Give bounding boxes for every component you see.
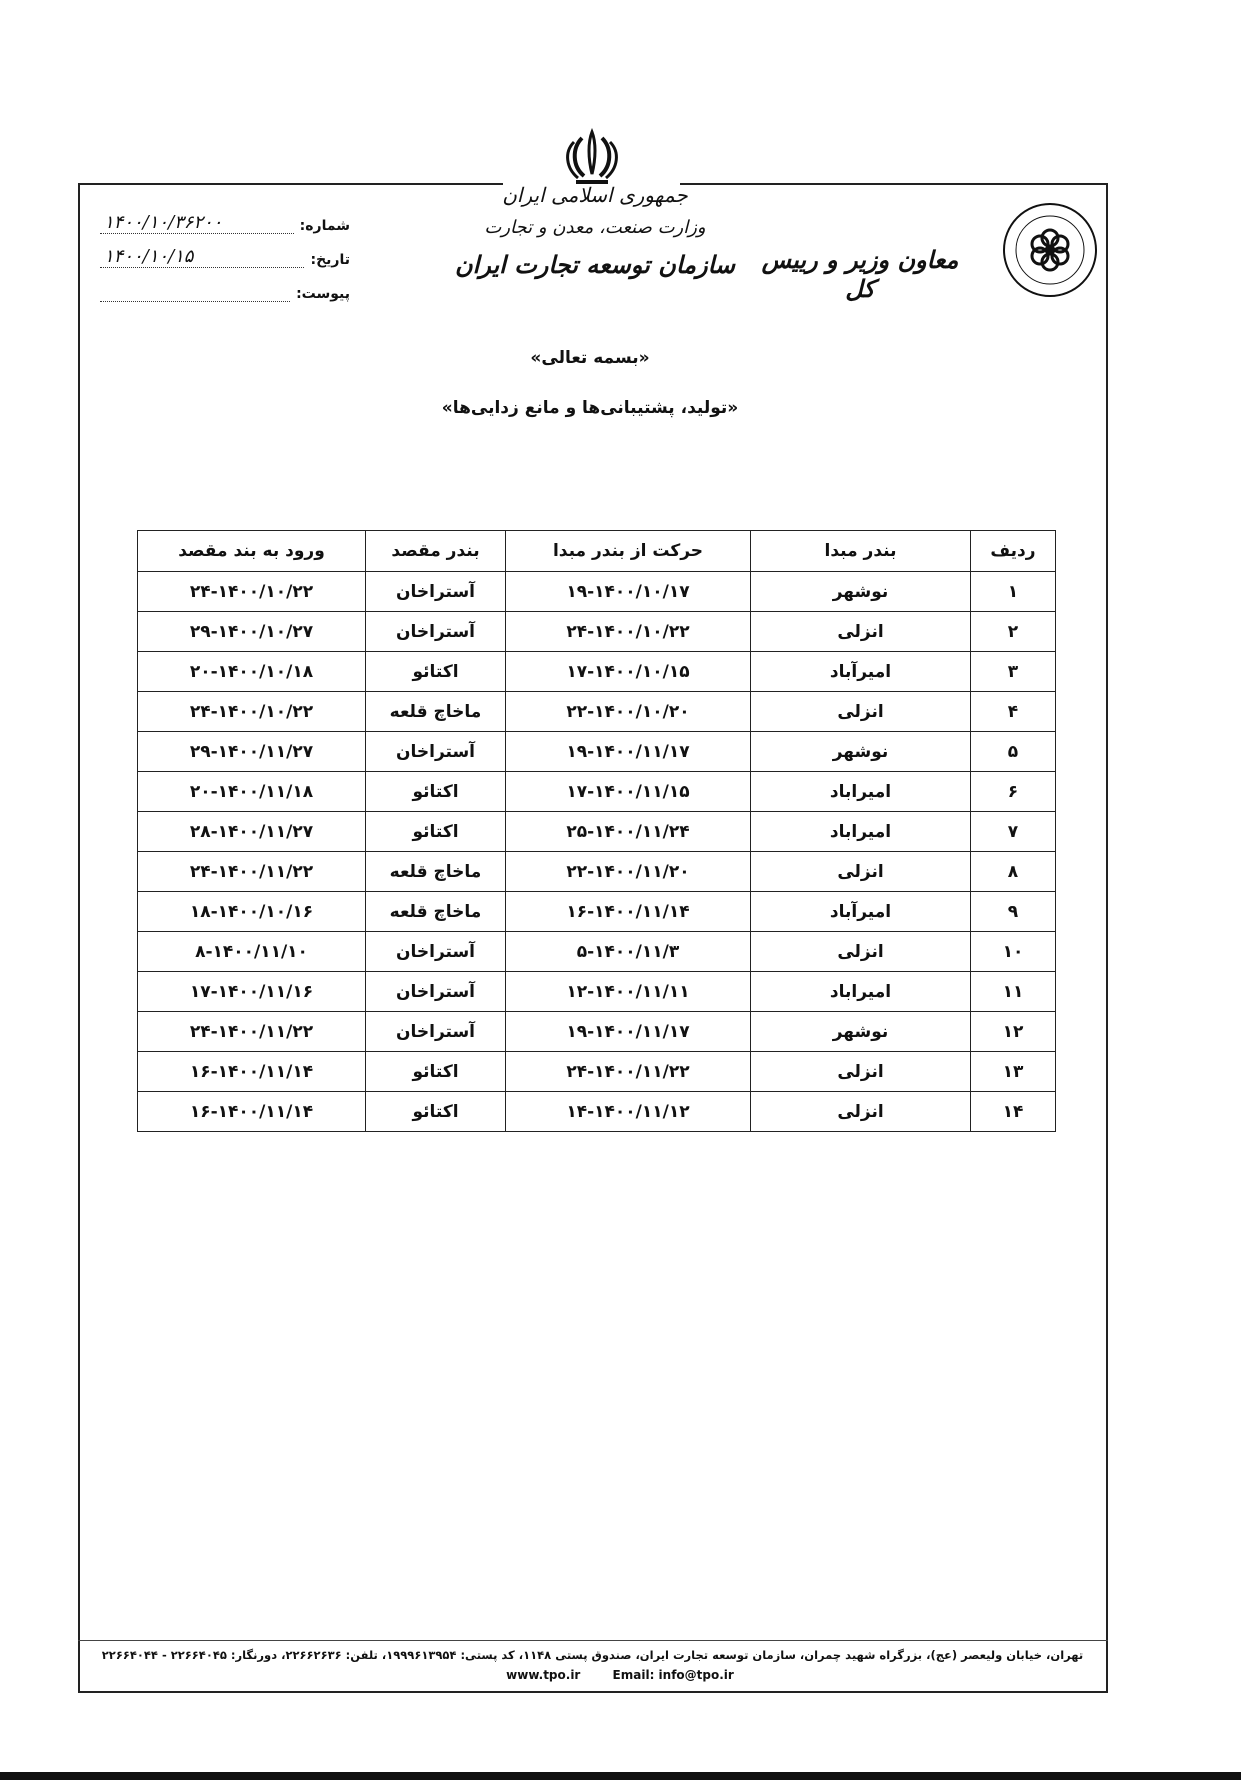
- bismillah: «بسمه تعالی»: [530, 348, 650, 368]
- cell-arrival: ۲۹-۱۴۰۰/۱۰/۲۷: [138, 612, 366, 652]
- cell-departure: ۱۴-۱۴۰۰/۱۱/۱۲: [506, 1092, 751, 1132]
- deputy-title: معاون وزیر و رییس کل: [761, 245, 959, 303]
- cell-destination: آستراخان: [366, 972, 506, 1012]
- table-row: [138, 652, 1056, 692]
- republic-title: جمهوری اسلامی ایران: [502, 183, 688, 207]
- header-arrival: ورود به بند مقصد: [138, 531, 366, 572]
- cell-row-number: ۴: [971, 692, 1056, 732]
- cell-row-number: ۱۴: [971, 1092, 1056, 1132]
- cell-departure: ۲۲-۱۴۰۰/۱۱/۲۰: [506, 852, 751, 892]
- number-value: ۱۴۰۰/۱۰/۳۶۲۰۰: [100, 212, 294, 234]
- cell-destination: اکتائو: [366, 812, 506, 852]
- shipping-schedule-table: [137, 530, 1056, 1132]
- cell-destination: ماخاچ قلعه: [366, 692, 506, 732]
- table-body: [138, 572, 1056, 1132]
- cell-arrival: ۲۴-۱۴۰۰/۱۰/۲۲: [138, 572, 366, 612]
- footer-address: تهران، خیابان ولیعصر (عج)، بزرگراه شهید چمران، سازمان توسعه تجارت ایران، صندوق پستی ۱۱۴۸، کد پستی: ۱۹۹۹۶۱۳۹۵۴، تلفن: ۲۲۶۶۲۶۳۶، دورنگار: ۲۲۶۶۴۰۴۵ - ۲۲۶۶۴۰۴۴: [101, 1648, 1084, 1662]
- number-label: شماره:: [299, 218, 350, 234]
- table-row: [138, 852, 1056, 892]
- cell-destination: اکتائو: [366, 1092, 506, 1132]
- header-row-number: ردیف: [971, 531, 1056, 572]
- table-row: [138, 572, 1056, 612]
- cell-departure: ۱۹-۱۴۰۰/۱۱/۱۷: [506, 1012, 751, 1052]
- cell-destination: آستراخان: [366, 732, 506, 772]
- cell-row-number: ۱: [971, 572, 1056, 612]
- cell-row-number: ۸: [971, 852, 1056, 892]
- cell-departure: ۱۷-۱۴۰۰/۱۱/۱۵: [506, 772, 751, 812]
- organization-title: سازمان توسعه تجارت ایران: [454, 250, 736, 279]
- cell-departure: ۱۶-۱۴۰۰/۱۱/۱۴: [506, 892, 751, 932]
- cell-origin: امیراباد: [751, 812, 971, 852]
- table-header-row: [138, 531, 1056, 572]
- table-row: [138, 692, 1056, 732]
- table-row: [138, 812, 1056, 852]
- cell-destination: اکتائو: [366, 652, 506, 692]
- cell-destination: آستراخان: [366, 1012, 506, 1052]
- footer-links: [440, 1668, 800, 1682]
- cell-arrival: ۱۶-۱۴۰۰/۱۱/۱۴: [138, 1092, 366, 1132]
- cell-destination: آستراخان: [366, 572, 506, 612]
- slogan: «تولید، پشتیبانی‌ها و مانع زدایی‌ها»: [441, 398, 739, 418]
- cell-departure: ۲۴-۱۴۰۰/۱۱/۲۲: [506, 1052, 751, 1092]
- cell-origin: انزلی: [751, 692, 971, 732]
- table-row: [138, 892, 1056, 932]
- header-departure: حرکت از بندر مبدا: [506, 531, 751, 572]
- cell-destination: آستراخان: [366, 932, 506, 972]
- table-row: [138, 972, 1056, 1012]
- table-row: [138, 1012, 1056, 1052]
- cell-destination: ماخاچ قلعه: [366, 892, 506, 932]
- cell-origin: امیرآباد: [751, 892, 971, 932]
- cell-row-number: ۲: [971, 612, 1056, 652]
- table-row: [138, 732, 1056, 772]
- meta-attachment-row: [100, 268, 350, 302]
- cell-row-number: ۱۰: [971, 932, 1056, 972]
- footer-website-link[interactable]: www.tpo.ir: [506, 1668, 581, 1682]
- header-destination-port: بندر مقصد: [366, 531, 506, 572]
- ministry-title: وزارت صنعت، معدن و تجارت: [484, 217, 706, 238]
- meta-number-row: [100, 200, 350, 234]
- cell-arrival: ۱۸-۱۴۰۰/۱۰/۱۶: [138, 892, 366, 932]
- cell-arrival: ۱۶-۱۴۰۰/۱۱/۱۴: [138, 1052, 366, 1092]
- cell-arrival: ۲۴-۱۴۰۰/۱۱/۲۲: [138, 1012, 366, 1052]
- table-row: [138, 1052, 1056, 1092]
- cell-departure: ۱۹-۱۴۰۰/۱۱/۱۷: [506, 732, 751, 772]
- cell-origin: انزلی: [751, 852, 971, 892]
- cell-destination: اکتائو: [366, 772, 506, 812]
- cell-destination: ماخاچ قلعه: [366, 852, 506, 892]
- cell-destination: اکتائو: [366, 1052, 506, 1092]
- letterhead-titles: [430, 175, 760, 279]
- cell-departure: ۱۲-۱۴۰۰/۱۱/۱۱: [506, 972, 751, 1012]
- cell-origin: امیراباد: [751, 772, 971, 812]
- cell-arrival: ۲۹-۱۴۰۰/۱۱/۲۷: [138, 732, 366, 772]
- table-row: [138, 612, 1056, 652]
- cell-departure: ۱۹-۱۴۰۰/۱۰/۱۷: [506, 572, 751, 612]
- cell-departure: ۲۴-۱۴۰۰/۱۰/۲۲: [506, 612, 751, 652]
- cell-origin: انزلی: [751, 1052, 971, 1092]
- meta-date-row: [100, 234, 350, 268]
- cell-origin: نوشهر: [751, 572, 971, 612]
- cell-origin: امیراباد: [751, 972, 971, 1012]
- cell-origin: انزلی: [751, 612, 971, 652]
- attachment-value: [100, 301, 290, 302]
- cell-row-number: ۱۱: [971, 972, 1056, 1012]
- cell-origin: امیرآباد: [751, 652, 971, 692]
- cell-arrival: ۲۰-۱۴۰۰/۱۰/۱۸: [138, 652, 366, 692]
- date-label: تاریخ:: [310, 252, 350, 268]
- table-row: [138, 772, 1056, 812]
- footer-email-link[interactable]: Email: info@tpo.ir: [612, 1668, 734, 1682]
- letter-meta: [100, 200, 350, 302]
- cell-row-number: ۳: [971, 652, 1056, 692]
- cell-departure: ۵-۱۴۰۰/۱۱/۳: [506, 932, 751, 972]
- cell-arrival: ۸-۱۴۰۰/۱۱/۱۰: [138, 932, 366, 972]
- cell-arrival: ۲۰-۱۴۰۰/۱۱/۱۸: [138, 772, 366, 812]
- cell-departure: ۲۵-۱۴۰۰/۱۱/۲۴: [506, 812, 751, 852]
- cell-arrival: ۲۸-۱۴۰۰/۱۱/۲۷: [138, 812, 366, 852]
- header-origin-port: بندر مبدا: [751, 531, 971, 572]
- date-value: ۱۴۰۰/۱۰/۱۵: [100, 246, 304, 268]
- cell-row-number: ۹: [971, 892, 1056, 932]
- cell-row-number: ۷: [971, 812, 1056, 852]
- cell-destination: آستراخان: [366, 612, 506, 652]
- cell-origin: نوشهر: [751, 732, 971, 772]
- cell-arrival: ۱۷-۱۴۰۰/۱۱/۱۶: [138, 972, 366, 1012]
- cell-arrival: ۲۴-۱۴۰۰/۱۰/۲۲: [138, 692, 366, 732]
- cell-row-number: ۱۲: [971, 1012, 1056, 1052]
- footer-divider: [78, 1640, 1108, 1641]
- cell-arrival: ۲۴-۱۴۰۰/۱۱/۲۲: [138, 852, 366, 892]
- table-row: [138, 932, 1056, 972]
- cell-departure: ۲۲-۱۴۰۰/۱۰/۲۰: [506, 692, 751, 732]
- table-row: [138, 1092, 1056, 1132]
- cell-departure: ۱۷-۱۴۰۰/۱۰/۱۵: [506, 652, 751, 692]
- attachment-label: پیوست:: [296, 286, 350, 302]
- cell-origin: نوشهر: [751, 1012, 971, 1052]
- cell-origin: انزلی: [751, 932, 971, 972]
- cell-row-number: ۵: [971, 732, 1056, 772]
- tpo-logo-icon: [1000, 200, 1100, 300]
- cell-row-number: ۶: [971, 772, 1056, 812]
- cell-row-number: ۱۳: [971, 1052, 1056, 1092]
- cell-origin: انزلی: [751, 1092, 971, 1132]
- scan-bottom-edge: [0, 1772, 1241, 1780]
